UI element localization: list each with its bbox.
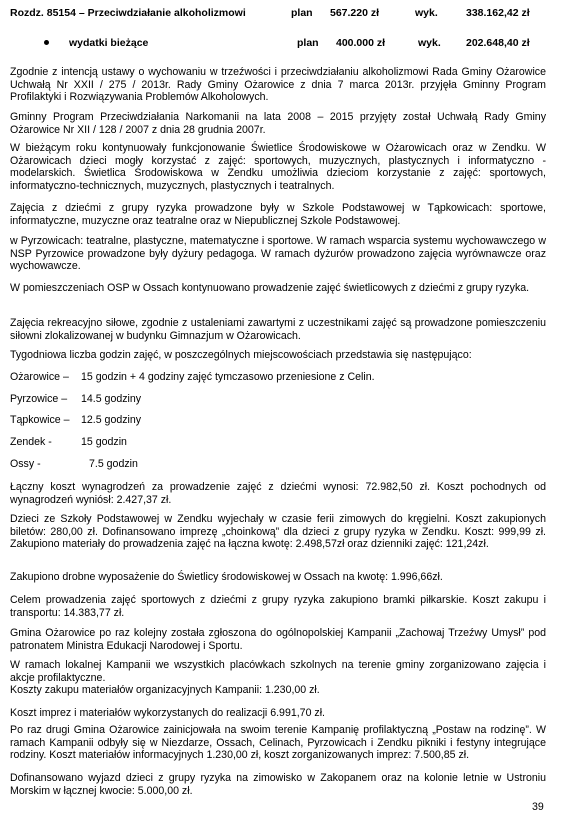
paragraph: Po raz drugi Gmina Ożarowice zainicjowała na swoim terenie Kampanię profilaktyczną „Postaw na rodzinę”. W ramach Kampanii odbyły się w Niezdarze, Ossach, Celinach, Pyrzowicach i Zendku pikniki i festyny integrujące rodziny. Koszt materiałów informacyjnych 1.230,00 zł, koszt zorganizowanych imprez: 7.500,85 zł. bbox=[10, 724, 546, 762]
hours-value: 12.5 godziny bbox=[81, 414, 142, 426]
expense-item: wydatki bieżące bbox=[69, 37, 149, 49]
hours-place: Pyrzowice – bbox=[10, 393, 68, 405]
paragraph: Dofinansowano wyjazd dzieci z grupy ryzyka na zimowisko w Zakopanem oraz na kolonie letnie w Ustroniu Morskim w łącznej kwocie: 5.000,00 zł. bbox=[10, 772, 546, 797]
hours-place: Ossy - bbox=[10, 458, 41, 470]
paragraph: Gminny Program Przeciwdziałania Narkomanii na lata 2008 – 2015 przyjęty został Uchwałą Rady Gminy Ożarowice Nr XII / 128 / 2007 z dnia 28 grudnia 2007r. bbox=[10, 111, 546, 136]
section-title: Rozdz. 85154 – Przeciwdziałanie alkoholizmowi bbox=[10, 7, 246, 19]
hours-place: Ożarowice – bbox=[10, 371, 69, 383]
paragraph: W bieżącym roku kontynuowały funkcjonowanie Świetlice Środowiskowe w Ożarowicach oraz w Zendku. W Ożarowicach dzieci mogły korzystać z zajęć: sportowych, muzycznych, plastycznych i informatyczno - modelarskich. Świetlica Środowiskowa w Zendku umożliwia dzieciom korzystanie z zajęć: sportowych, informatyczno-technicznych, muzycznych, plastycznych i teatralnych. bbox=[10, 142, 546, 192]
paragraph: Zgodnie z intencją ustawy o wychowaniu w trzeźwości i przeciwdziałaniu alkoholizmowi Rada Gminy Ożarowice Uchwałą Nr XXII / 275 / 2013r. Rady Gminy Ożarowice z dnia 7 marca 2013r. przyjęła Gminny Program Profilaktyki i Rozwiązywania Problemów Alkoholowych. bbox=[10, 66, 546, 104]
page-number: 39 bbox=[532, 801, 544, 813]
plan-value: 400.000 zł bbox=[336, 37, 386, 49]
plan-label: plan bbox=[291, 7, 313, 19]
hours-place: Zendek - bbox=[10, 436, 52, 448]
paragraph: w Pyrzowicach: teatralne, plastyczne, matematyczne i sportowe. W ramach wsparcia systemu wychowawczego w NSP Pyrzowice prowadzone były dyżury pedagoga. W ramach dyżurów prowadzono zajęcia wyrównawcze oraz wychowawcze. bbox=[10, 235, 546, 273]
hours-value: 14.5 godziny bbox=[81, 393, 142, 405]
plan-value: 567.220 zł bbox=[330, 7, 380, 19]
hours-value: 15 godzin + 4 godziny zajęć tymczasowo przeniesione z Celin. bbox=[81, 371, 375, 383]
paragraph: Celem prowadzenia zajęć sportowych z dziećmi z grupy ryzyka zakupiono bramki piłkarskie. Koszt zakupu i transportu: 14.383,77 zł. bbox=[10, 594, 546, 619]
paragraph: W pomieszczeniach OSP w Ossach kontynuowano prowadzenie zajęć świetlicowych z dziećmi z grupy ryzyka. bbox=[10, 282, 530, 294]
exec-value: 338.162,42 zł bbox=[466, 7, 530, 19]
paragraph: Koszty zakupu materiałów organizacyjnych Kampanii: 1.230,00 zł. bbox=[10, 684, 320, 696]
bullet-icon bbox=[44, 40, 49, 45]
exec-label: wyk. bbox=[418, 37, 441, 49]
hours-value: 7.5 godzin bbox=[89, 458, 138, 470]
paragraph: Zajęcia z dziećmi z grupy ryzyka prowadzone były w Szkole Podstawowej w Tąpkowicach: sportowe, informatyczne, muzyczne oraz teatralne oraz w Niepublicznej Szkole Podstawowej. bbox=[10, 202, 546, 227]
paragraph: Zakupiono drobne wyposażenie do Świetlicy środowiskowej w Ossach na kwotę: 1.996,66zł. bbox=[10, 571, 443, 583]
paragraph: Tygodniowa liczba godzin zajęć, w poszczególnych miejscowościach przedstawia się następująco: bbox=[10, 349, 472, 361]
paragraph: Zajęcia rekreacyjno siłowe, zgodnie z ustaleniami zawartymi z uczestnikami zajęć są prowadzone pomieszczeniu siłowni zlokalizowanej w budynku Gimnazjum w Ożarowicach. bbox=[10, 317, 546, 342]
paragraph: Łączny koszt wynagrodzeń za prowadzenie zajęć z dziećmi wynosi: 72.982,50 zł. Koszt pochodnych od wynagrodzeń wyniósł: 2.427,37 zł. bbox=[10, 481, 546, 506]
plan-label: plan bbox=[297, 37, 319, 49]
paragraph: Dzieci ze Szkoły Podstawowej w Zendku wyjechały w czasie ferii zimowych do kręgielni. Koszt zakupionych biletów: 280,00 zł. Dofinansowano imprezę „choinkową” dla dzieci z grupy ryzyka w Zendku. Koszt: 999,99 zł. Zakupiono materiały do prowadzenia zajęć na łączna kwotę: 2.498,57zł oraz dzienniki zajęć: 121,24zł. bbox=[10, 513, 546, 551]
hours-value: 15 godzin bbox=[81, 436, 127, 448]
hours-place: Tąpkowice – bbox=[10, 414, 70, 426]
paragraph: W ramach lokalnej Kampanii we wszystkich placówkach szkolnych na terenie gminy zorganizowano zajęcia i akcje profilaktyczne. bbox=[10, 659, 546, 684]
paragraph: Koszt imprez i materiałów wykorzystanych do realizacji 6.991,70 zł. bbox=[10, 707, 325, 719]
exec-value: 202.648,40 zł bbox=[466, 37, 530, 49]
paragraph: Gmina Ożarowice po raz kolejny została zgłoszona do ogólnopolskiej Kampanii „Zachowaj Trzeźwy Umysł” pod patronatem Ministra Edukacji Narodowej i Sportu. bbox=[10, 627, 546, 652]
exec-label: wyk. bbox=[415, 7, 438, 19]
